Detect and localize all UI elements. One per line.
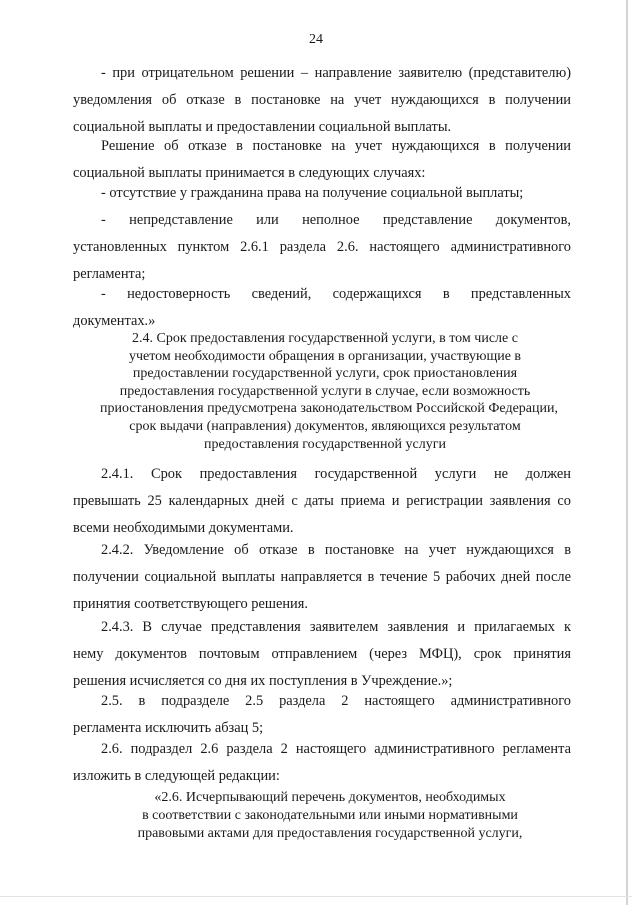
text-line: нему документов почтовым отправлением (через МФЦ), срок принятия [73,646,571,662]
paragraph-2-5 [73,688,571,742]
heading-line: правовыми актами для предоставления государственной услуги, [137,826,523,841]
paragraph-2-4-1 [73,461,571,542]
paragraph-2-4-3 [73,614,571,695]
heading-line: приостановления предусмотрена законодательством Российской Федерации, [100,401,558,417]
list-item-missing-documents [73,207,571,288]
heading-line: 2.4. Срок предоставления государственной услуги, в том числе с [132,331,518,346]
paragraph-negative-decision [73,60,571,141]
text-line: всеми необходимыми документами. [73,520,294,536]
text-line: 2.4.1. Срок предоставления государственной услуги не должен [101,466,571,482]
text-line: 2.5. в подразделе 2.5 раздела 2 настоящего административного [101,693,571,709]
text-line: социальной выплаты и предоставлении социальной выплаты. [73,119,452,135]
text-line: документах.» [73,313,156,329]
text-line: - непредставление или неполное представление документов, [101,212,571,228]
text-line: 2.4.2. Уведомление об отказе в постановке на учет нуждающихся в [101,542,571,558]
text-line: принятия соответствующего решения. [73,596,308,612]
heading-line: «2.6. Исчерпывающий перечень документов, необходимых [154,790,506,805]
page-number: 24 [309,32,323,47]
text-line: уведомления об отказе в постановке на учет нуждающихся в получении [73,92,571,108]
text-line: Решение об отказе в постановке на учет нуждающихся в получении [101,138,571,154]
text-line: регламента; [73,266,146,282]
heading-line: учетом необходимости обращения в организации, участвующие в [128,348,522,364]
heading-line: срок выдачи (направления) документов, являющихся результатом [129,418,521,434]
scan-bottom-edge [0,896,632,897]
text-line: получении социальной выплаты направляется в течение 5 рабочих дней после [73,569,571,585]
section-heading-2-4 [100,330,558,453]
paragraph-2-4-2 [73,537,571,618]
text-line: социальной выплаты принимается в следующих случаях: [73,165,426,181]
text-line: превышать 25 календарных дней с даты приема и регистрации заявления со [73,493,571,509]
heading-line: предоставления государственной услуги в случае, если возможность [119,383,531,399]
list-item-false-information [73,281,571,335]
scan-edge-shadow [626,0,628,905]
text-line: регламента исключить абзац 5; [73,720,264,736]
paragraph-2-6 [73,736,571,790]
text-line: установленных пунктом 2.6.1 раздела 2.6. настоящего административного [73,239,571,255]
text-line: - при отрицательном решении – направление заявителю (представителю) [101,65,571,81]
text-line: 2.4.3. В случае представления заявителем заявления и прилагаемых к [101,619,571,635]
paragraph-refusal-decision [73,133,571,187]
heading-line: в соответствии с законодательными или иными нормативными [142,808,518,823]
list-item-no-right [73,180,571,207]
heading-line: предоставлении государственной услуги, срок приостановления [132,366,518,382]
heading-line: предоставления государственной услуги [204,436,446,452]
text-line: 2.6. подраздел 2.6 раздела 2 настоящего административного регламента [101,741,571,757]
text-line: - отсутствие у гражданина права на получение социальной выплаты; [101,185,524,201]
text-line: решения исчисляется со дня их поступления в Учреждение.»; [73,673,453,689]
text-line: изложить в следующей редакции: [73,768,280,784]
text-line: - недостоверность сведений, содержащихся в представленных [101,286,571,302]
quoted-section-heading-2-6 [120,789,540,843]
